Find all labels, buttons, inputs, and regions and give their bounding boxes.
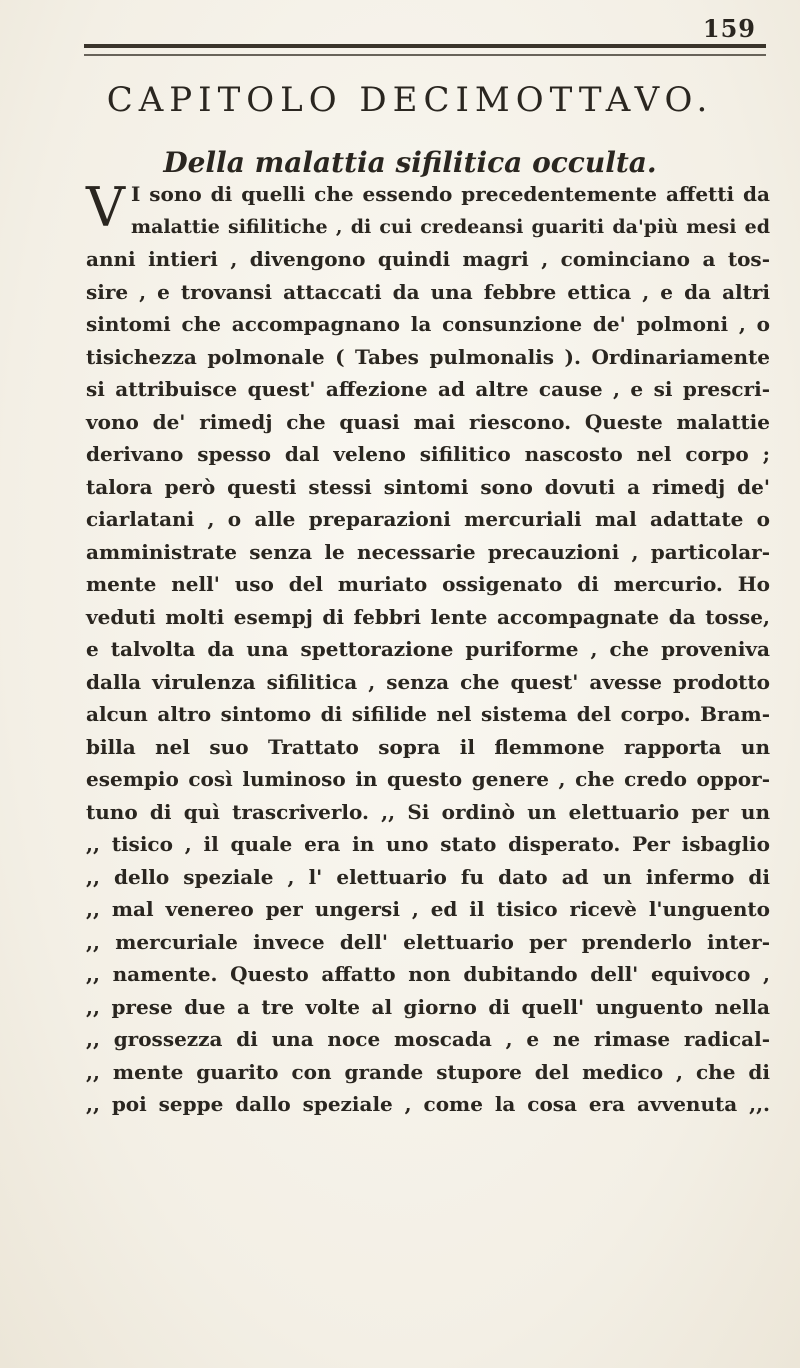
text-line: derivano spesso dal veleno sifilitico nascosto nel corpo ;: [86, 442, 770, 466]
text-line: ,, prese due a tre volte al giorno di quell' unguento nella: [86, 994, 770, 1019]
text-line: anni intieri , divengono quindi magri , cominciano a tos-: [86, 247, 770, 271]
text-line: I sono di quelli che essendo precedentemente affetti da: [131, 182, 770, 206]
text-line: billa nel suo Trattato sopra il flemmone rapporta un: [86, 734, 770, 759]
text-line: sire , e trovansi attaccati da una febbre ettica , e da altri: [86, 279, 770, 304]
text-line: dalla virulenza sifilitica , senza che quest' avesse prodotto: [86, 669, 770, 694]
header-rule-thin: [84, 54, 766, 56]
chapter-title: CAPITOLO DECIMOTTAVO.: [106, 80, 714, 120]
text-line: e talvolta da una spettorazione puriforme , che proveniva: [86, 637, 770, 661]
text-line: amministrate senza le necessarie precauzioni , particolar-: [86, 539, 770, 564]
header-rule-thick: [84, 44, 766, 48]
page-number: 159: [702, 14, 756, 43]
text-line: vono de' rimedj che quasi mai riescono. Queste malattie: [86, 409, 770, 434]
text-line: ,, mente guarito con grande stupore del medico , che di: [86, 1059, 770, 1084]
drop-cap: V: [86, 176, 125, 239]
text-line: ,, poi seppe dallo speziale , come la cosa era avvenuta ,,.: [86, 1092, 770, 1116]
text-line: ,, mal venereo per ungersi , ed il tisico ricevè l'unguento: [86, 897, 770, 921]
text-line: si attribuisce quest' affezione ad altre cause , e si prescri-: [86, 377, 770, 401]
body-text: [86, 178, 770, 1121]
text-line: ,, namente. Questo affatto non dubitando dell' equivoco ,: [86, 962, 770, 986]
text-line: ,, mercuriale invece dell' elettuario per prenderlo inter-: [86, 929, 770, 954]
text-line: ,, tisico , il quale era in uno stato disperato. Per isbaglio: [86, 832, 770, 856]
text-line: talora però questi stessi sintomi sono dovuti a rimedj de': [86, 474, 770, 499]
text-line: tisichezza polmonale ( Tabes pulmonalis ). Ordinariamente: [86, 344, 770, 369]
text-line: malattie sifilitiche , di cui credeansi guariti da'più mesi ed: [131, 215, 770, 238]
text-line: mente nell' uso del muriato ossigenato di mercurio. Ho: [86, 572, 770, 596]
text-line: ciarlatani , o alle preparazioni mercuriali mal adattate o: [86, 507, 770, 531]
text-line: esempio così luminoso in questo genere , che credo oppor-: [86, 767, 770, 791]
text-line: tuno di quì trascriverlo. ,, Si ordinò un elettuario per un: [86, 799, 770, 824]
text-line: ,, dello speziale , l' elettuario fu dato ad un infermo di: [86, 864, 770, 889]
text-line: sintomi che accompagnano la consunzione de' polmoni , o: [86, 312, 770, 336]
text-line: veduti molti esempj di febbri lente accompagnate da tosse,: [86, 604, 770, 629]
text-line: ,, grossezza di una noce moscada , e ne rimase radical-: [86, 1027, 770, 1051]
chapter-subtitle: Della malattia sifilitica occulta.: [163, 146, 657, 179]
text-line: alcun altro sintomo di sifilide nel sistema del corpo. Bram-: [86, 702, 770, 726]
